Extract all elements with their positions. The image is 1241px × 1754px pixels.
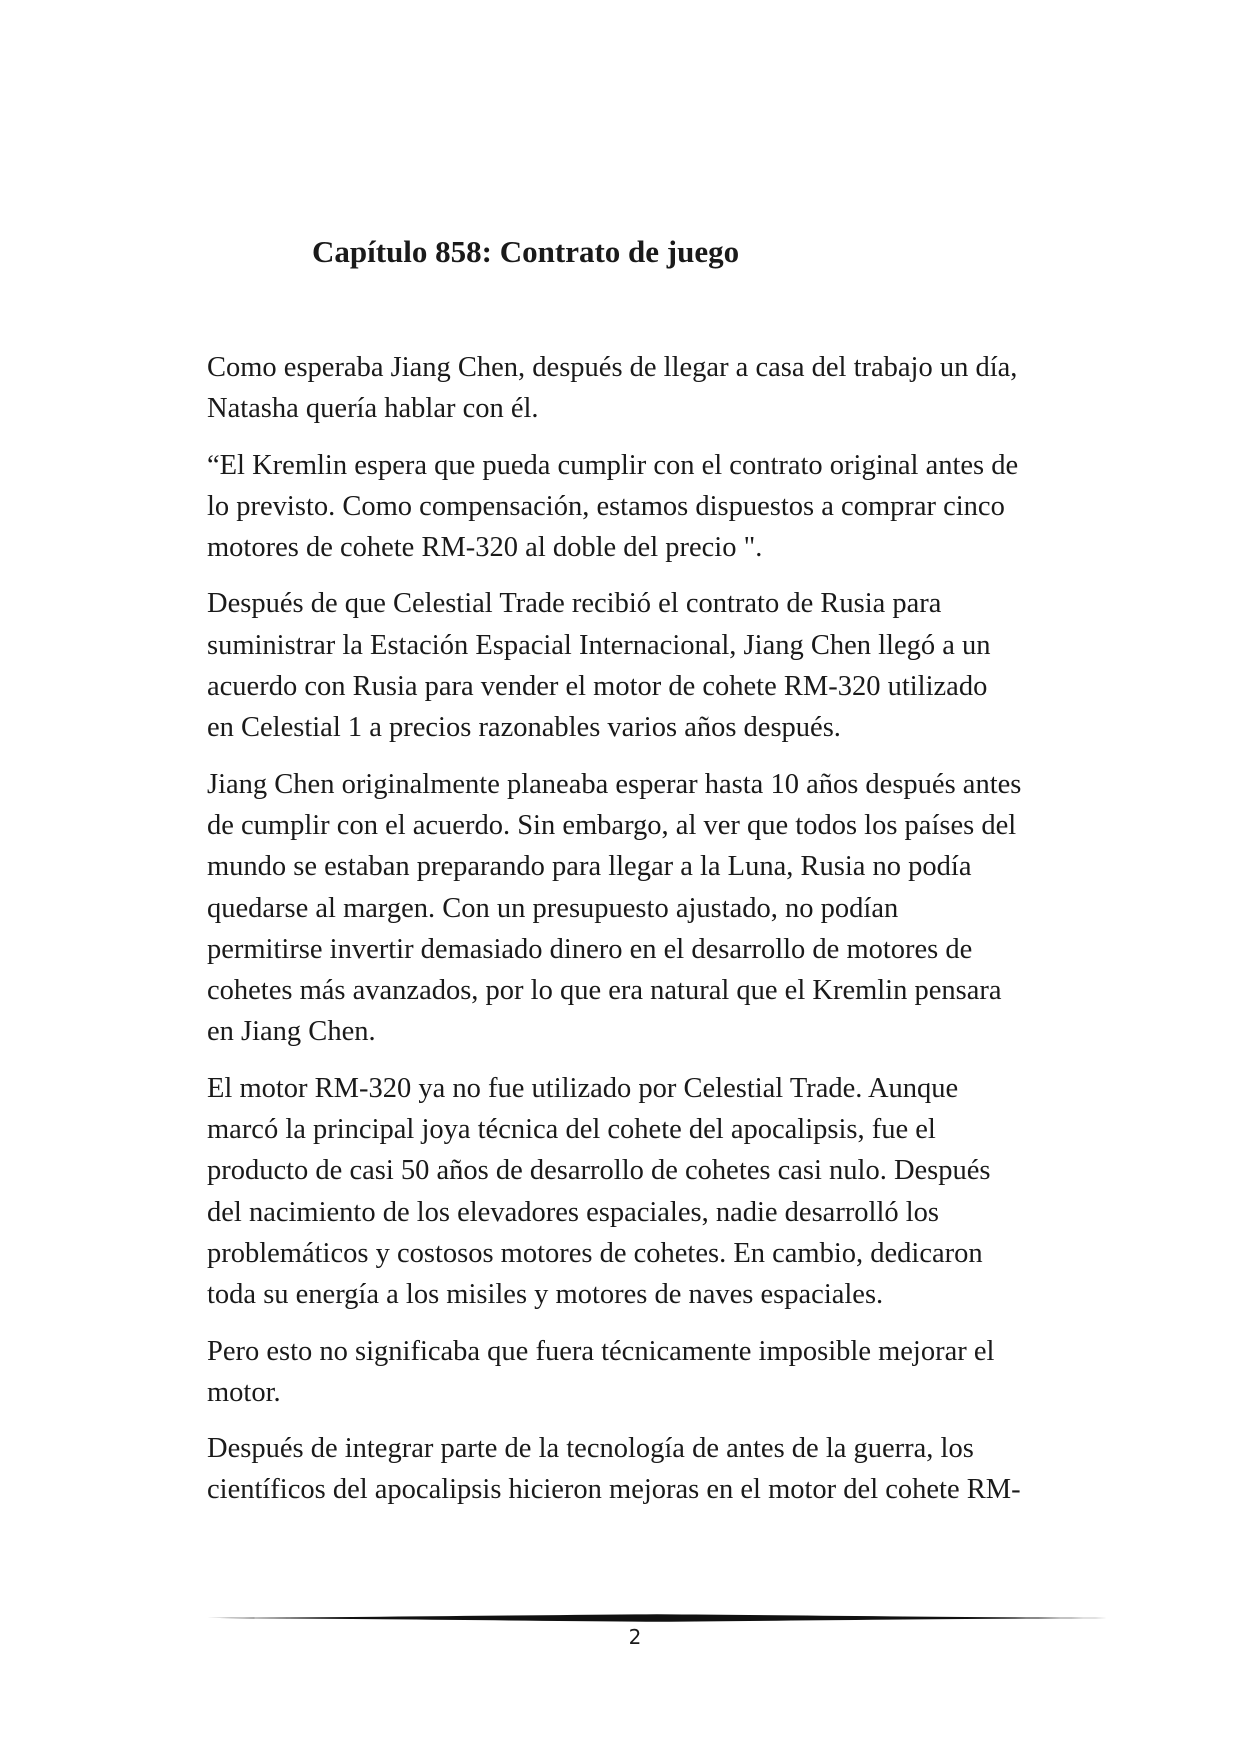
paragraph bbox=[207, 583, 1077, 748]
text-line: acuerdo con Rusia para vender el motor de cohete RM-320 utilizado bbox=[207, 671, 988, 703]
paragraph bbox=[207, 1331, 1077, 1414]
paragraph bbox=[207, 1068, 1077, 1316]
body-text bbox=[207, 347, 1077, 1526]
text-line: suministrar la Estación Espacial Internacional, Jiang Chen llegó a un bbox=[207, 629, 991, 661]
paragraph bbox=[207, 1428, 1077, 1511]
text-line: cohetes más avanzados, por lo que era natural que el Kremlin pensara bbox=[207, 975, 1002, 1007]
text-line: lo previsto. Como compensación, estamos dispuestos a comprar cinco bbox=[207, 490, 1005, 522]
text-line: problemáticos y costosos motores de cohetes. En cambio, dedicaron bbox=[207, 1237, 983, 1269]
page-number: 2 bbox=[628, 1625, 642, 1649]
text-line: Como esperaba Jiang Chen, después de llegar a casa del trabajo un día, bbox=[207, 352, 1018, 383]
text-line: en Jiang Chen. bbox=[207, 1016, 376, 1048]
text-line: “El Kremlin espera que pueda cumplir con el contrato original antes de bbox=[207, 449, 1019, 481]
text-line: quedarse al margen. Con un presupuesto ajustado, no podían bbox=[207, 892, 899, 924]
text-line: Después de integrar parte de la tecnología de antes de la guerra, los bbox=[207, 1433, 974, 1465]
paragraph bbox=[207, 347, 1077, 430]
text-line: Pero esto no significaba que fuera técnicamente imposible mejorar el bbox=[207, 1335, 995, 1367]
text-line: Natasha quería hablar con él. bbox=[207, 393, 539, 425]
paragraph bbox=[207, 445, 1077, 569]
text-line: mundo se estaban preparando para llegar a la Luna, Rusia no podía bbox=[207, 851, 972, 883]
paragraph bbox=[207, 764, 1077, 1053]
text-line: El motor RM-320 ya no fue utilizado por Celestial Trade. Aunque bbox=[207, 1072, 959, 1104]
text-line: marcó la principal joya técnica del cohete del apocalipsis, fue el bbox=[207, 1114, 936, 1146]
text-line: producto de casi 50 años de desarrollo de cohetes casi nulo. Después bbox=[207, 1155, 991, 1187]
text-line: en Celestial 1 a precios razonables varios años después. bbox=[207, 712, 841, 744]
text-line: toda su energía a los misiles y motores de naves espaciales. bbox=[207, 1279, 884, 1311]
text-line: de cumplir con el acuerdo. Sin embargo, al ver que todos los países del bbox=[207, 809, 1017, 841]
text-line: motor. bbox=[207, 1376, 281, 1408]
text-line: Jiang Chen originalmente planeaba esperar hasta 10 años después antes bbox=[207, 768, 1022, 800]
text-line: permitirse invertir demasiado dinero en el desarrollo de motores de bbox=[207, 933, 973, 965]
text-line: científicos del apocalipsis hicieron mejoras en el motor del cohete RM- bbox=[207, 1474, 1021, 1506]
text-line: motores de cohete RM-320 al doble del precio ". bbox=[207, 532, 763, 564]
text-line: del nacimiento de los elevadores espaciales, nadie desarrolló los bbox=[207, 1196, 940, 1228]
chapter-title: Capítulo 858: Contrato de juego bbox=[312, 234, 740, 269]
text-line: Después de que Celestial Trade recibió el contrato de Rusia para bbox=[207, 588, 942, 620]
footer-divider bbox=[207, 1612, 1107, 1624]
